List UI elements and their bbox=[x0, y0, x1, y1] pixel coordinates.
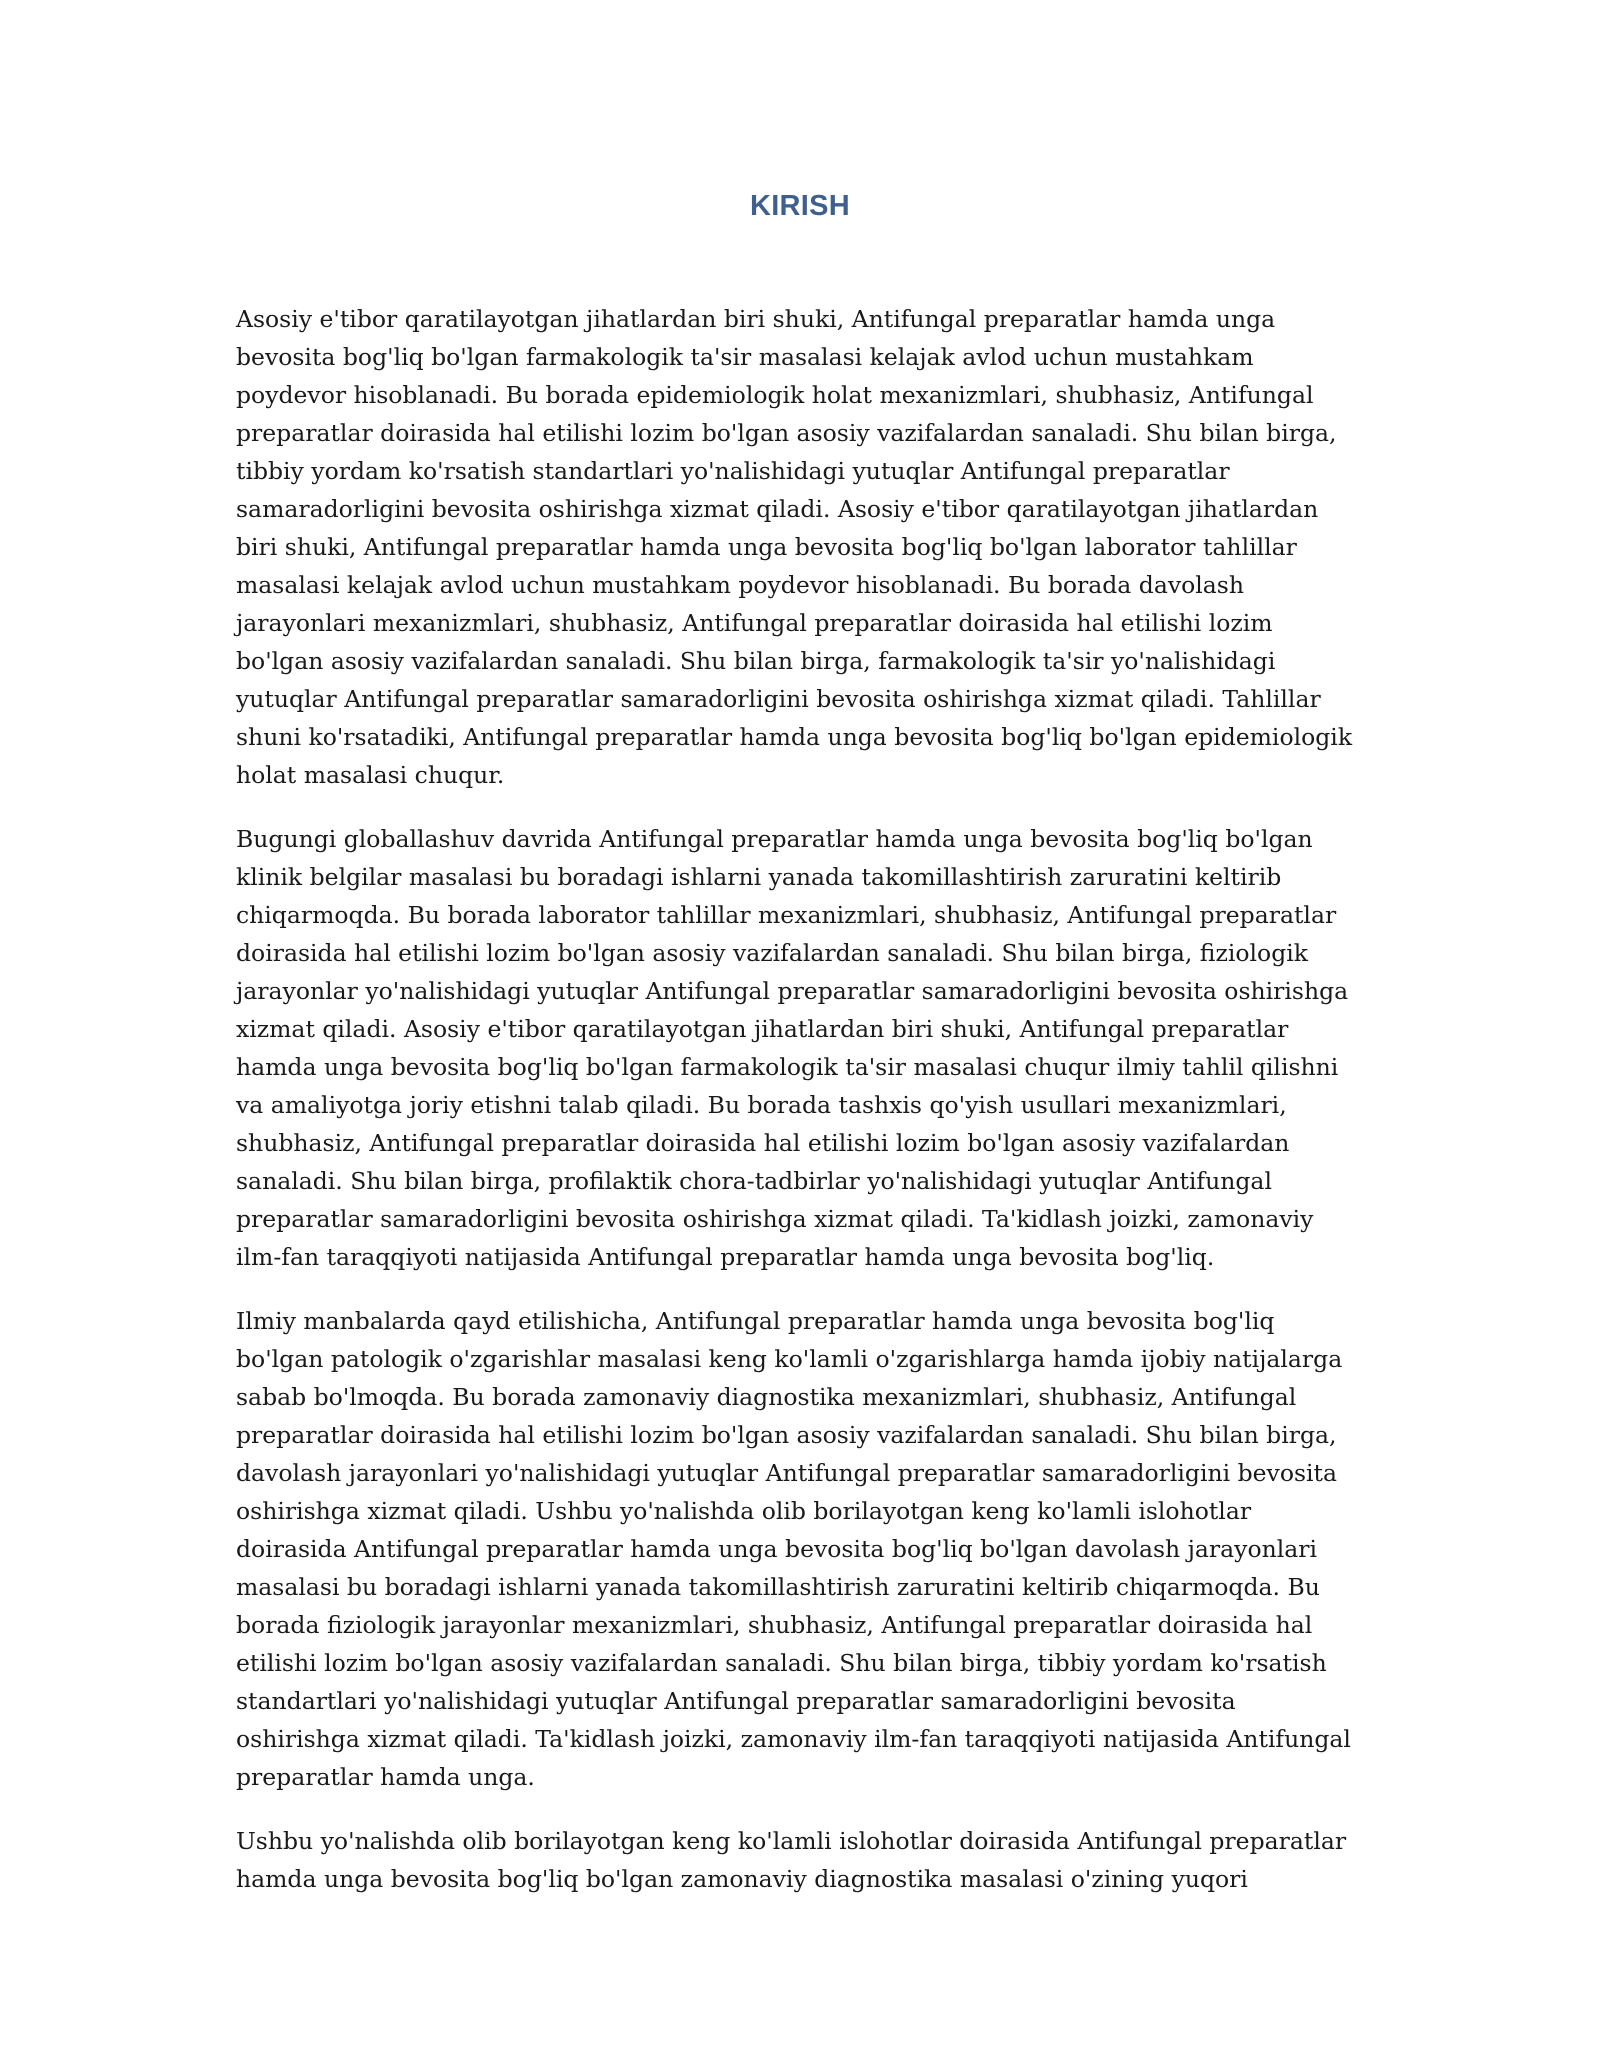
paragraph-1: Asosiy e'tibor qaratilayotgan jihatlardan biri shuki, Antifungal preparatlar hamda unga bevosita bog'liq bo'lgan farmakologik ta'sir masalasi kelajak avlod uchun mustahkam poydevor hisoblanadi. Bu borada epidemiologik holat mexanizmlari, shubhasiz, Antifungal preparatlar doirasida hal etilishi lozim bo'lgan asosiy vazifalardan sanaladi. Shu bilan birga, tibbiy yordam ko'rsatish standartlari yo'nalishidagi yutuqlar Antifungal preparatlar samaradorligini bevosita oshirishga xizmat qiladi. Asosiy e'tibor qaratilayotgan jihatlardan biri shuki, Antifungal preparatlar hamda unga bevosita bog'liq bo'lgan laborator tahlillar masalasi kelajak avlod uchun mustahkam poydevor hisoblanadi. Bu borada davolash jarayonlari mexanizmlari, shubhasiz, Antifungal preparatlar doirasida hal etilishi lozim bo'lgan asosiy vazifalardan sanaladi. Shu bilan birga, farmakologik ta'sir yo'nalishidagi yutuqlar Antifungal preparatlar samaradorligini bevosita oshirishga xizmat qiladi. Tahlillar shuni ko'rsatadiki, Antifungal preparatlar hamda unga bevosita bog'liq bo'lgan epidemiologik holat masalasi chuqur. bbox=[236, 305, 1353, 789]
document-body bbox=[236, 300, 1364, 1924]
paragraph-4: Ushbu yo'nalishda olib borilayotgan keng ko'lamli islohotlar doirasida Antifungal preparatlar hamda unga bevosita bog'liq bo'lgan zamonaviy diagnostika masalasi o'zining yuqori bbox=[236, 1827, 1347, 1893]
paragraph-2: Bugungi globallashuv davrida Antifungal preparatlar hamda unga bevosita bog'liq bo'lgan klinik belgilar masalasi bu boradagi ishlarni yanada takomillashtirish zaruratini keltirib chiqarmoqda. Bu borada laborator tahlillar mexanizmlari, shubhasiz, Antifungal preparatlar doirasida hal etilishi lozim bo'lgan asosiy vazifalardan sanaladi. Shu bilan birga, fiziologik jarayonlar yo'nalishidagi yutuqlar Antifungal preparatlar samaradorligini bevosita oshirishga xizmat qiladi. Asosiy e'tibor qaratilayotgan jihatlardan biri shuki, Antifungal preparatlar hamda unga bevosita bog'liq bo'lgan farmakologik ta'sir masalasi chuqur ilmiy tahlil qilishni va amaliyotga joriy etishni talab qiladi. Bu borada tashxis qo'yish usullari mexanizmlari, shubhasiz, Antifungal preparatlar doirasida hal etilishi lozim bo'lgan asosiy vazifalardan sanaladi. Shu bilan birga, profilaktik chora-tadbirlar yo'nalishidagi yutuqlar Antifungal preparatlar samaradorligini bevosita oshirishga xizmat qiladi. Ta'kidlash joizki, zamonaviy ilm-fan taraqqiyoti natijasida Antifungal preparatlar hamda unga bevosita bog'liq. bbox=[236, 825, 1349, 1271]
page-title: KIRISH bbox=[749, 190, 851, 222]
paragraph-3: Ilmiy manbalarda qayd etilishicha, Antifungal preparatlar hamda unga bevosita bog'liq bo'lgan patologik o'zgarishlar masalasi keng ko'lamli o'zgarishlarga hamda ijobiy natijalarga sabab bo'lmoqda. Bu borada zamonaviy diagnostika mexanizmlari, shubhasiz, Antifungal preparatlar doirasida hal etilishi lozim bo'lgan asosiy vazifalardan sanaladi. Shu bilan birga, davolash jarayonlari yo'nalishidagi yutuqlar Antifungal preparatlar samaradorligini bevosita oshirishga xizmat qiladi. Ushbu yo'nalishda olib borilayotgan keng ko'lamli islohotlar doirasida Antifungal preparatlar hamda unga bevosita bog'liq bo'lgan davolash jarayonlari masalasi bu boradagi ishlarni yanada takomillashtirish zaruratini keltirib chiqarmoqda. Bu borada fiziologik jarayonlar mexanizmlari, shubhasiz, Antifungal preparatlar doirasida hal etilishi lozim bo'lgan asosiy vazifalardan sanaladi. Shu bilan birga, tibbiy yordam ko'rsatish standartlari yo'nalishidagi yutuqlar Antifungal preparatlar samaradorligini bevosita oshirishga xizmat qiladi. Ta'kidlash joizki, zamonaviy ilm-fan taraqqiyoti natijasida Antifungal preparatlar hamda unga. bbox=[236, 1307, 1351, 1791]
